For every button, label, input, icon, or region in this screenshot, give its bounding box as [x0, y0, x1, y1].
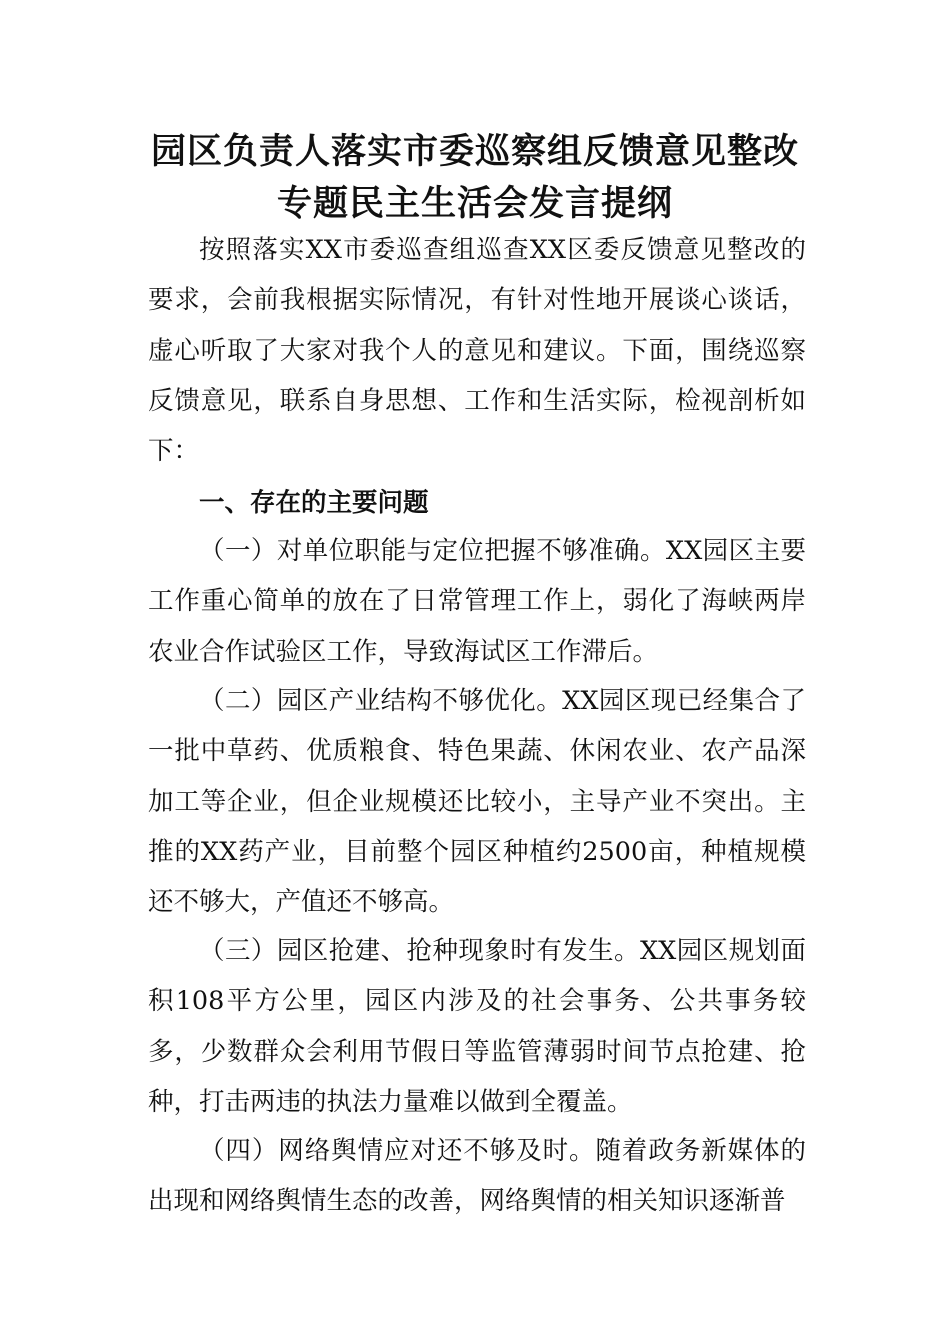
intro-paragraph: 按照落实XX市委巡查组巡查XX区委反馈意见整改的要求，会前我根据实际情况，有针对性地开展谈心谈话，虚心听取了大家对我个人的意见和建议。下面，围绕巡察反馈意见，联系自身思想、工作和生活实际，检视剖析如下：	[148, 235, 806, 467]
document-title-line-1: 园区负责人落实市委巡察组反馈意见整改	[150, 132, 799, 172]
section-heading: 一、存在的主要问题	[199, 488, 429, 518]
problem-item-4: （四）网络舆情应对还不够及时。随着政务新媒体的出现和网络舆情生态的改善，网络舆情的相关知识逐渐普	[148, 1136, 806, 1217]
problem-item-1: （一）对单位职能与定位把握不够准确。XX园区主要工作重心简单的放在了日常管理工作上，弱化了海峡两岸农业合作试验区工作，导致海试区工作滞后。	[148, 536, 806, 667]
document-title-line-2: 专题民主生活会发言提纲	[276, 184, 673, 224]
problem-item-2: （二）园区产业结构不够优化。XX园区现已经集合了一批中草药、优质粮食、特色果蔬、休闲农业、农产品深加工等企业，但企业规模还比较小，主导产业不突出。主推的XX药产业，目前整个园区种植约2500亩，种植规模还不够大，产值还不够高。	[148, 686, 806, 918]
problem-item-3: （三）园区抢建、抢种现象时有发生。XX园区规划面积108平方公里，园区内涉及的社会事务、公共事务较多，少数群众会利用节假日等监管薄弱时间节点抢建、抢种，打击两违的执法力量难以做到全覆盖。	[148, 936, 806, 1117]
